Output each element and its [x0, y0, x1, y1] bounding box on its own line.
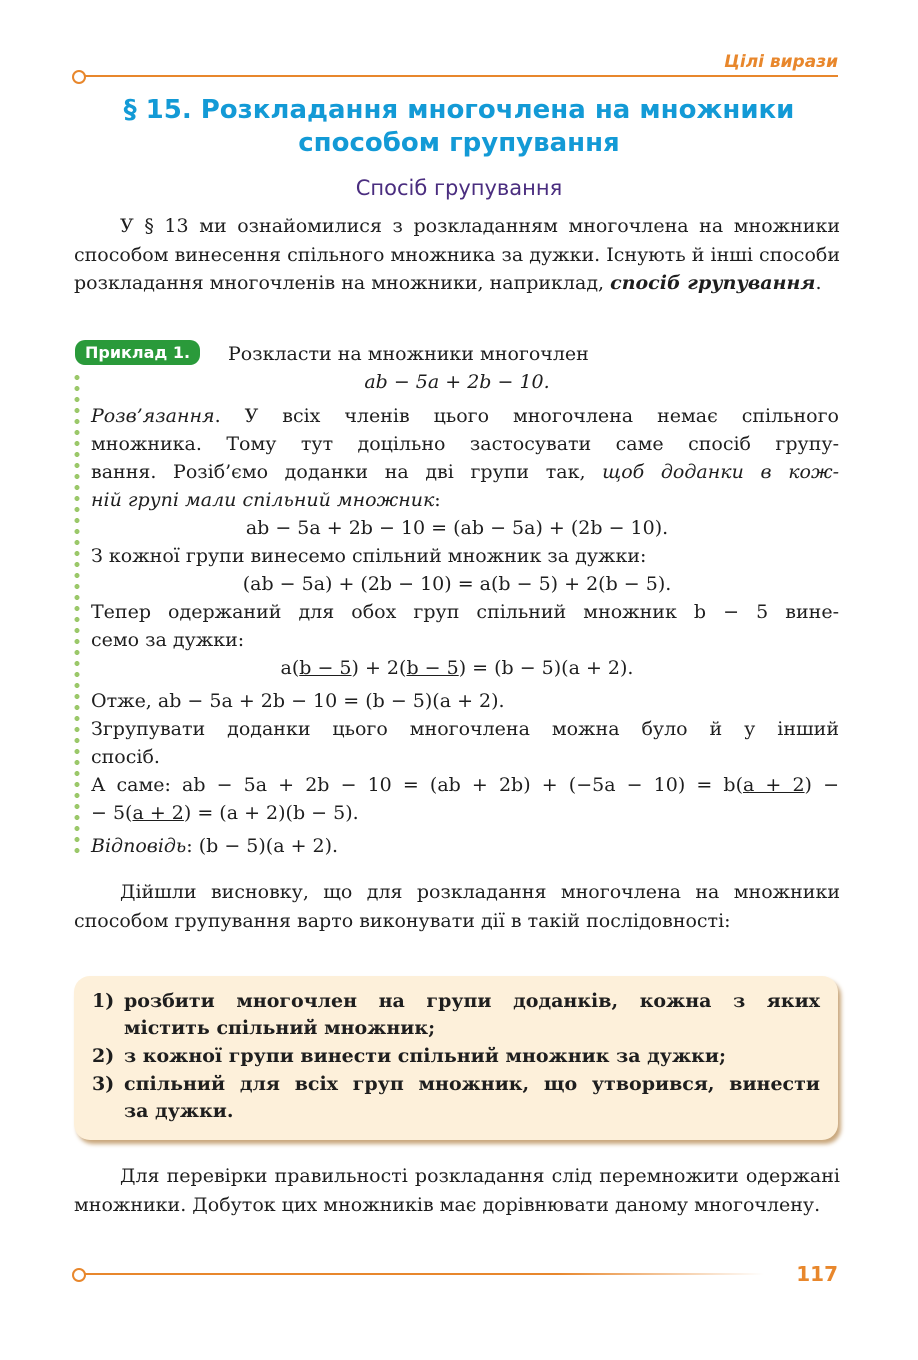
example-dotted-rule: [74, 372, 80, 858]
answer-label: Відповідь: [91, 835, 187, 857]
rule-3-line-2: за дужки.: [124, 1100, 234, 1122]
footer-rule: [74, 1273, 764, 1275]
l12-part-a: − 5(: [91, 802, 133, 824]
intro-paragraph: [74, 212, 840, 298]
example-polynomial: [74, 368, 840, 396]
section-title-line2: способом групування: [298, 128, 620, 158]
solution-line-9: Згрупувати доданки цього многочлена можна було й у інший: [91, 718, 839, 740]
eq3-part-b: b − 5: [299, 657, 352, 679]
rule-2-line-1: з кожної групи винести спільний множник за дужки;: [124, 1045, 726, 1067]
equation-1: ab − 5a + 2b − 10 = (ab − 5a) + (2b − 10).: [245, 517, 669, 539]
eq3-part-a: a(: [280, 657, 300, 679]
example-task: Розкласти на множники многочлен: [228, 343, 589, 365]
conclusion-paragraph: Дійшли висновку, що для розкладання многочлена на множники способом групування варто виконувати дії в такій послідовності:: [74, 881, 840, 932]
solution-line-3-text: вання. Розіб’ємо доданки на дві групи так,: [91, 461, 603, 483]
l11-part-c: ) −: [804, 774, 839, 796]
eq3-part-c: ) + 2(: [351, 657, 407, 679]
solution-line-4-italic: ній групі мали спільний множник: [91, 489, 435, 511]
header-rule: [74, 75, 838, 77]
solution-line-11: [91, 771, 839, 799]
solution-line-3: [91, 458, 839, 486]
solution-line-8: Отже, ab − 5a + 2b − 10 = (b − 5)(a + 2).: [91, 690, 505, 712]
rule-1-line-2: містить спільний множник;: [124, 1017, 436, 1039]
equation-2: (ab − 5a) + (2b − 10) = a(b − 5) + 2(b − 5).: [242, 573, 672, 595]
solution-line-6: Тепер одержаний для обох груп спільний множник b − 5 вине-: [91, 601, 839, 623]
solution-line-4: [91, 486, 441, 514]
rule-3-line-1: спільний для всіх груп множник, що утворився, винести: [124, 1073, 820, 1095]
intro-end: .: [815, 272, 822, 294]
subsection-title: Спосіб групування: [355, 176, 563, 200]
footer-circle-icon: [72, 1268, 86, 1282]
running-header: Цілі вирази: [724, 52, 838, 72]
rule-2-number: 2): [92, 1045, 115, 1067]
polynomial-text: ab − 5a + 2b − 10.: [364, 371, 550, 393]
answer-text: : (b − 5)(a + 2).: [186, 835, 339, 857]
solution-line-1: [91, 402, 839, 430]
solution-line-1-text: . У всіх членів цього многочлена немає спільного: [214, 405, 839, 427]
solution-label: Розв’язання: [91, 405, 215, 427]
header-circle-icon: [72, 70, 86, 84]
check-paragraph: Для перевірки правильності розкладання слід перемножити одержані множники. Добуток цих множників має дорівнювати даному многочлену.: [74, 1165, 840, 1216]
page-number: 117: [796, 1262, 838, 1286]
section-title: [0, 94, 918, 160]
l12-part-c: ) = (a + 2)(b − 5).: [183, 802, 359, 824]
solution-line-5: З кожної групи винесемо спільний множник за дужки:: [91, 545, 647, 567]
answer-line: [91, 832, 338, 860]
section-title-line1: § 15. Розкладання многочлена на множники: [123, 95, 795, 125]
solution-line-4-colon: :: [434, 489, 441, 511]
solution-line-3-italic: щоб доданки в кож-: [602, 461, 839, 483]
solution-line-12: [91, 799, 359, 827]
equation-3: [74, 654, 840, 682]
l11-part-a: А саме: ab − 5a + 2b − 10 = (ab + 2b) + (−5a − 10) = b(: [91, 774, 743, 796]
solution-line-7: семо за дужки:: [91, 629, 245, 651]
rule-1-line-1: розбити многочлен на групи доданків, кожна з яких: [124, 990, 820, 1012]
solution-line-2: множника. Тому тут доцільно застосувати саме спосіб групу-: [91, 433, 839, 455]
intro-text: У § 13 ми ознайомилися з розкладанням многочлена на множники способом винесення спільного множника за дужки. Існують й інші способи розкладання многочленів на множники, наприклад,: [74, 215, 840, 294]
eq3-part-d: b − 5: [406, 657, 459, 679]
solution-line-10: спосіб.: [91, 746, 160, 768]
rule-1-number: 1): [92, 990, 115, 1012]
eq3-part-e: ) = (b − 5)(a + 2).: [458, 657, 634, 679]
l11-part-b: a + 2: [742, 774, 805, 796]
intro-emphasis: спосіб групування: [610, 272, 816, 294]
l12-part-b: a + 2: [132, 802, 184, 824]
example-badge: Приклад 1.: [75, 340, 200, 365]
rule-3-number: 3): [92, 1073, 115, 1095]
